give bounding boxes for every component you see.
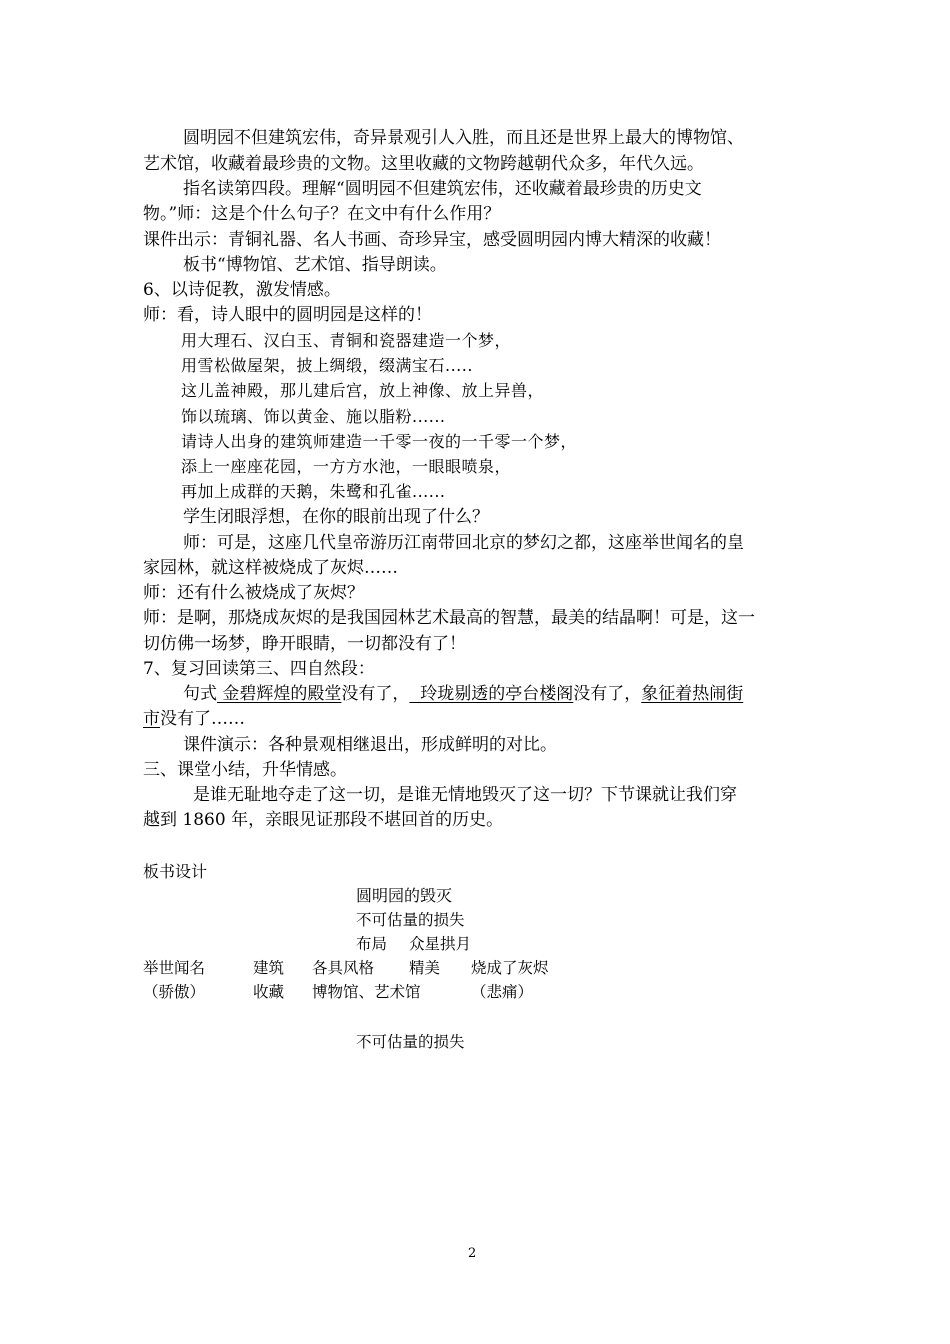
board-burned: 烧成了灰烬 bbox=[471, 959, 549, 977]
page-number: 2 bbox=[468, 1246, 477, 1261]
paragraph-line: 师：还有什么被烧成了灰烬？ bbox=[143, 583, 364, 603]
paragraph-line: 家园林，就这样被烧成了灰烬…… bbox=[143, 558, 398, 578]
poem-line: 用雪松做屋架，披上绸缎，缀满宝石..... bbox=[181, 356, 473, 375]
board-proud: （骄傲） bbox=[143, 983, 206, 1001]
poem-line: 饰以琉璃、饰以黄金、施以脂粉...... bbox=[181, 407, 446, 426]
paragraph-line: 圆明园不但建筑宏伟，奇异景观引人入胜，而且还是世界上最大的博物馆、 bbox=[183, 128, 744, 148]
board-subtitle-bottom: 不可估量的损失 bbox=[356, 1033, 465, 1051]
paragraph-line: 艺术馆，收藏着最珍贵的文物。这里收藏的文物跨越朝代众多，年代久远。 bbox=[143, 154, 704, 174]
sentence-text: 没有了…… bbox=[160, 709, 245, 729]
sentence-text: 没有了， bbox=[341, 684, 410, 704]
paragraph-line: 板书“博物馆、艺术馆、指导朗读。 bbox=[183, 255, 447, 275]
board-museum: 博物馆、艺术馆 bbox=[312, 983, 421, 1001]
paragraph-line: 课件出示：青铜礼器、名人书画、奇珍异宝，感受圆明园内博大精深的收藏！ bbox=[143, 230, 721, 250]
paragraph-line: 课件演示：各种景观相继退出，形成鲜明的对比。 bbox=[183, 735, 557, 755]
board-collect: 收藏 bbox=[253, 983, 285, 1001]
poem-line: 请诗人出身的建筑师建造一千零一夜的一千零一个梦， bbox=[181, 432, 578, 451]
poem-line: 这儿盖神殿，那儿建后宫，放上神像、放上异兽， bbox=[181, 381, 545, 400]
underlined-phrase: 象征着热闹街 bbox=[641, 684, 744, 704]
board-build: 建筑 bbox=[253, 959, 285, 977]
board-layout: 布局 bbox=[356, 935, 388, 953]
poem-line: 添上一座座花园，一方方水池，一眼眼喷泉， bbox=[181, 457, 512, 476]
underlined-phrase: 玲珑剔透的亭台楼阁 bbox=[409, 684, 574, 704]
underlined-phrase: 金碧辉煌的殿堂 bbox=[217, 684, 342, 704]
board-fine: 精美 bbox=[409, 959, 441, 977]
paragraph-line: 师：可是，这座几代皇帝游历江南带回北京的梦幻之都，这座举世闻名的皇 bbox=[183, 533, 744, 553]
paragraph-line: 越到 1860 年，亲眼见证那段不堪回首的历史。 bbox=[143, 810, 504, 830]
sentence-pattern-line bbox=[183, 682, 743, 706]
section-heading-3: 三、课堂小结，升华情感。 bbox=[143, 760, 347, 780]
paragraph-line: 师：是啊，那烧成灰烬的是我国园林艺术最高的智慧，最美的结晶啊！可是，这一 bbox=[143, 608, 755, 628]
paragraph-line: 是谁无耻地夺走了这一切，是谁无情地毁灭了这一切？下节课就让我们穿 bbox=[193, 785, 737, 805]
section-heading-7: 7、复习回读第三、四自然段： bbox=[143, 659, 375, 679]
paragraph-line: 物。”师：这是个什么句子？在文中有什么作用？ bbox=[143, 204, 501, 224]
sentence-pattern-line bbox=[143, 707, 245, 731]
paragraph-line: 指名读第四段。理解“圆明园不但建筑宏伟，还收藏着最珍贵的历史文 bbox=[183, 179, 702, 199]
paragraph-line: 切仿佛一场梦，睁开眼睛，一切都没有了！ bbox=[143, 634, 466, 654]
poem-line: 再加上成群的天鹅，朱鹭和孔雀...... bbox=[181, 482, 446, 501]
paragraph-line: 师：看，诗人眼中的圆明园是这样的！ bbox=[143, 305, 432, 325]
sentence-text: 没有了， bbox=[573, 684, 642, 704]
board-stars: 众星拱月 bbox=[409, 935, 472, 953]
board-famous: 举世闻名 bbox=[143, 959, 206, 977]
board-subtitle: 不可估量的损失 bbox=[356, 911, 465, 929]
section-heading-6: 6、以诗促教，激发情感。 bbox=[143, 280, 341, 300]
board-design-heading: 板书设计 bbox=[143, 862, 208, 881]
sentence-prefix: 句式 bbox=[183, 684, 217, 704]
board-title: 圆明园的毁灭 bbox=[356, 886, 453, 905]
board-style: 各具风格 bbox=[312, 959, 375, 977]
board-grief: （悲痛） bbox=[471, 983, 534, 1001]
underlined-phrase: 市 bbox=[143, 709, 160, 729]
paragraph-line: 学生闭眼浮想，在你的眼前出现了什么？ bbox=[183, 507, 489, 527]
poem-line: 用大理石、汉白玉、青铜和瓷器建造一个梦， bbox=[181, 331, 512, 350]
